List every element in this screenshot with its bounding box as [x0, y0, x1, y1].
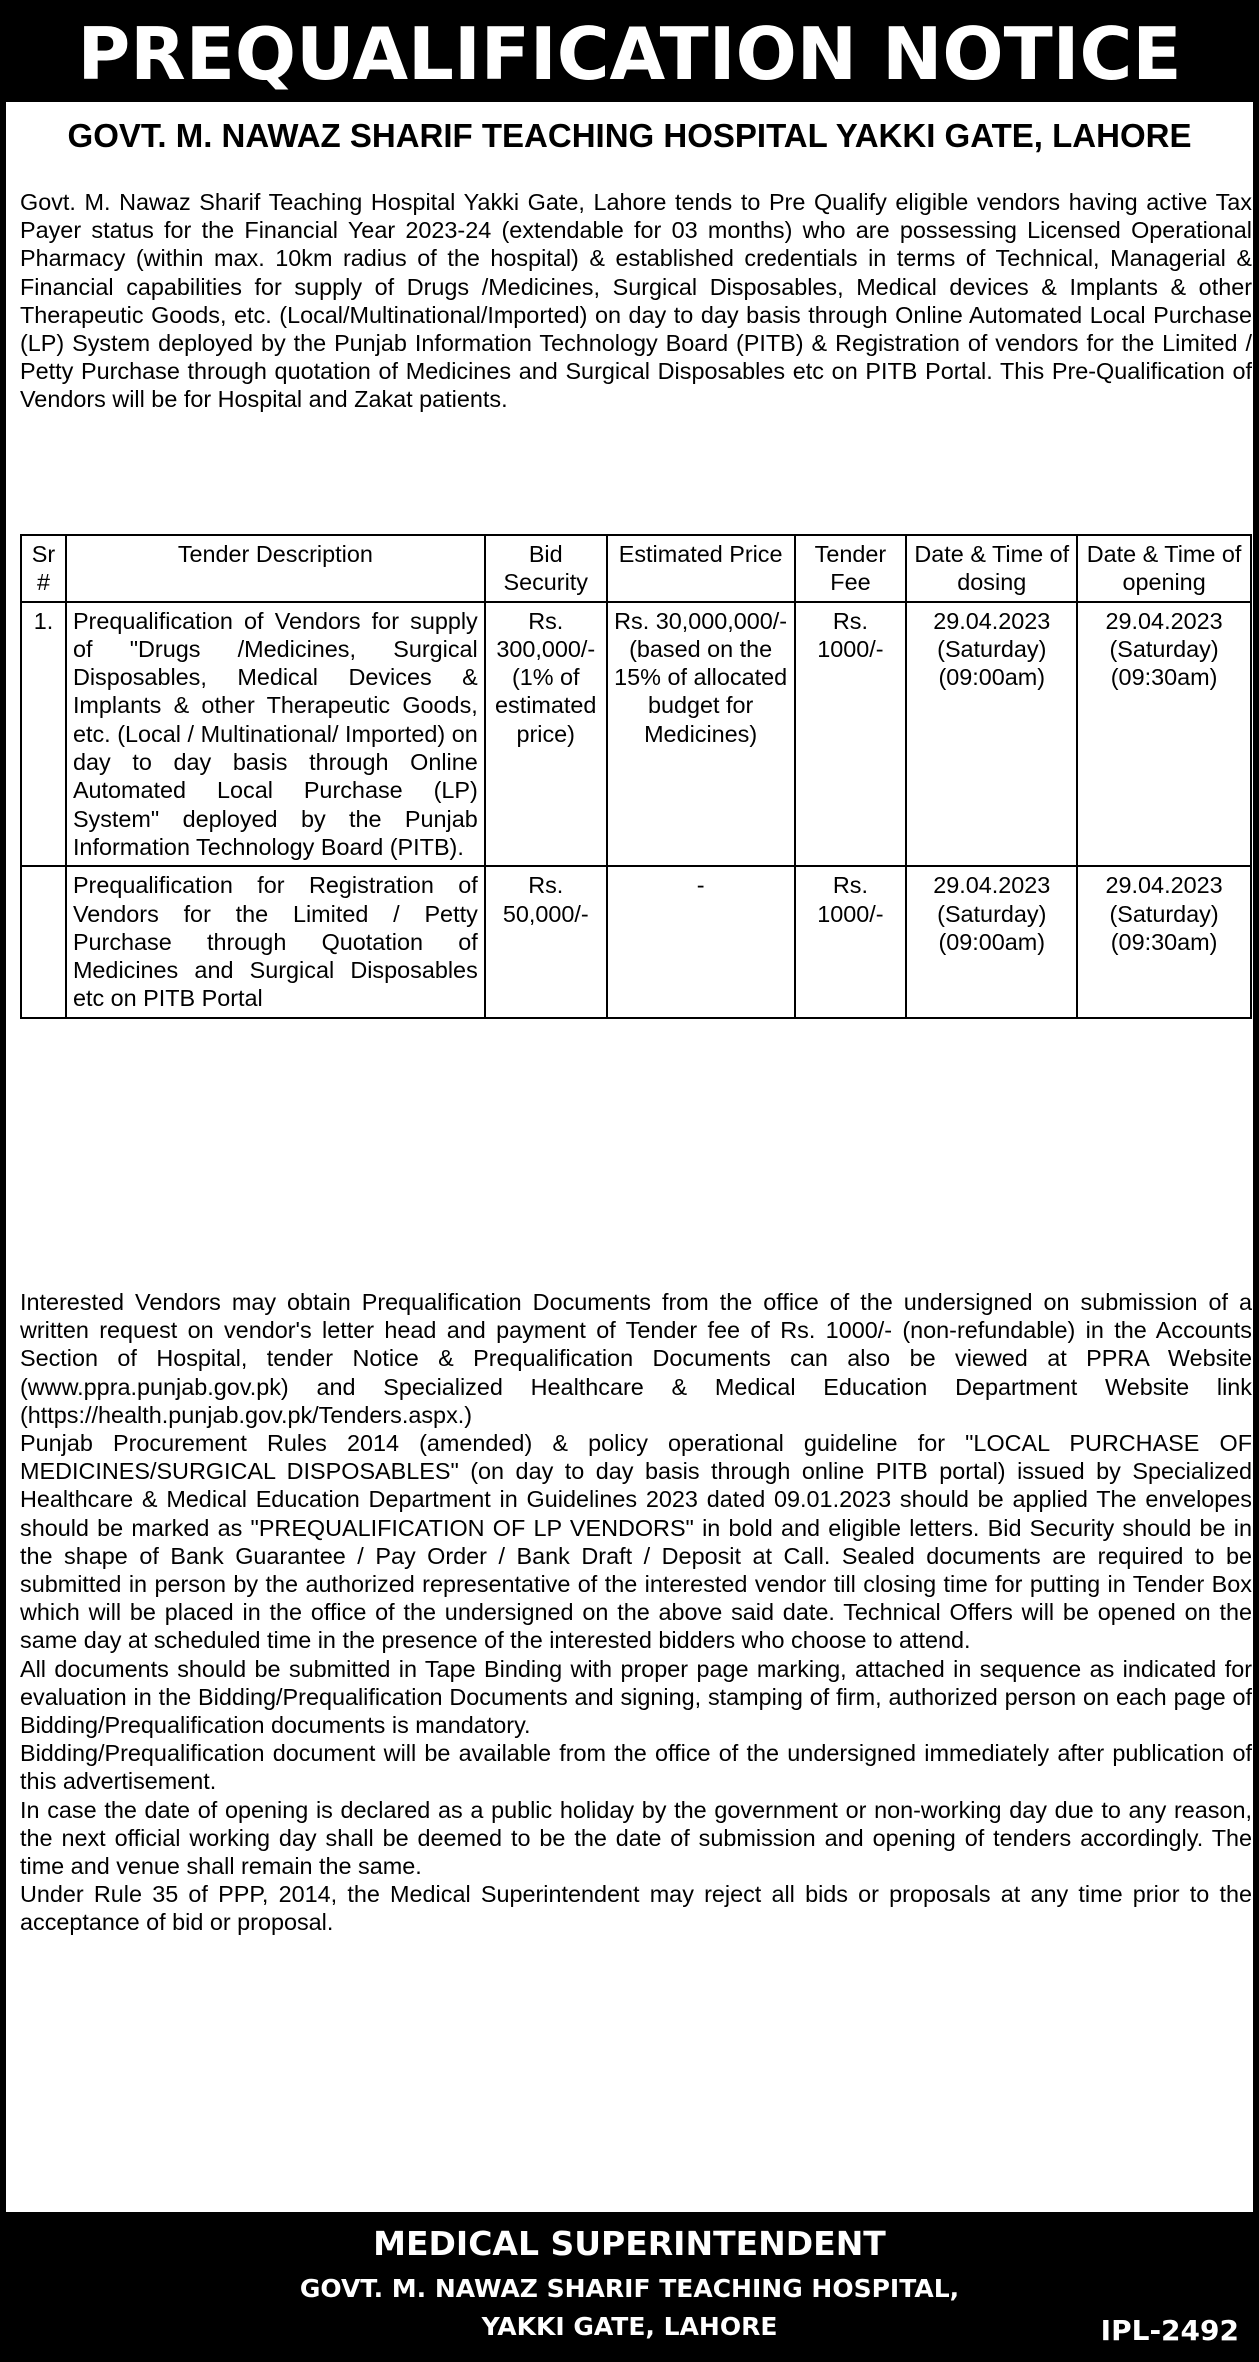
opening-day: (Saturday)	[1109, 635, 1219, 662]
row-description: Prequalification of Vendors for supply of "Drugs /Medicines, Surgical Disposables, Medical Devices & Implants & other Therapeutic Goods, etc. (Local / Multinational/ Imported) on day to day basis through Online Automated Local Purchase (LP) System" deployed by the Punjab Information Technology Board (PITB).	[66, 602, 485, 867]
row-opening	[1077, 602, 1251, 867]
table-row	[21, 602, 1251, 867]
table-header-row	[21, 535, 1251, 602]
footer-address-line: YAKKI GATE, LAHORE	[481, 2312, 778, 2341]
paragraph-binding: All documents should be submitted in Tape Binding with proper page marking, attached in sequence as indicated for evaluation in the Bidding/Prequalification Documents and signing, stamping of firm, authorized person on each page of Bidding/Prequalification documents is mandatory.	[20, 1655, 1252, 1739]
row-sr: 1.	[21, 602, 66, 867]
row-description: Prequalification for Registration of Vendors for the Limited / Petty Purchase through Quotation of Medicines and Surgical Disposables etc on PITB Portal	[66, 866, 485, 1017]
opening-time: (09:30am)	[1110, 664, 1218, 691]
row-tender-fee: Rs. 1000/-	[795, 866, 907, 1017]
closing-time: (09:00am)	[938, 928, 1046, 955]
paragraph-holiday: In case the date of opening is declared as a public holiday by the government or non-working day due to any reason, the next official working day shall be deemed to be the date of submission and opening of tenders accordingly. The time and venue shall remain the same.	[20, 1796, 1252, 1880]
paragraph-rule-35: Under Rule 35 of PPP, 2014, the Medical Superintendent may reject all bids or proposals at any time prior to the acceptance of bid or proposal.	[20, 1881, 1252, 1936]
closing-date: 29.04.2023	[933, 607, 1051, 634]
tender-table	[20, 534, 1252, 1019]
closing-day: (Saturday)	[937, 635, 1047, 662]
intro-paragraph: Govt. M. Nawaz Sharif Teaching Hospital Yakki Gate, Lahore tends to Pre Qualify eligible vendors having active Tax Payer status for the Financial Year 2023-24 (extendable for 03 months) who are possessing Licensed Operational Pharmacy (within max. 10km radius of the hospital) & established credentials in terms of Technical, Managerial & Financial capabilities for supply of Drugs /Medicines, Surgical Disposables, Medical devices & Implants & other Therapeutic Goods, etc. (Local/Multinational/Imported) on day to day basis through Online Automated Local Purchase (LP) System deployed by the Punjab Information Technology Board (PITB) & Registration of vendors for the Limited / Petty Purchase through quotation of Medicines and Surgical Disposables etc on PITB Portal. This Pre-Qualification of Vendors will be for Hospital and Zakat patients.	[20, 189, 1252, 413]
header-closing-time: Date & Time of dosing	[906, 535, 1077, 602]
paragraph-rules: Punjab Procurement Rules 2014 (amended) & policy operational guideline for "LOCAL PURCHASE OF MEDICINES/SURGICAL DISPOSABLES" (on day to day basis through online PITB portal) issued by Specialized Healthcare & Medical Education Department in Guidelines 2023 dated 09.01.2023 should be applied The envelopes should be marked as "PREQUALIFICATION OF LP VENDORS" in bold and eligible letters. Bid Security should be in the shape of Bank Guarantee / Pay Order / Bank Draft / Deposit at Call. Sealed documents are required to be submitted in person by the authorized representative of the interested vendor till closing time for putting in Tender Box which will be placed in the office of the undersigned on the above said date. Technical Offers will be opened on the same day at scheduled time in the presence of the interested bidders who choose to attend.	[20, 1430, 1252, 1654]
opening-time: (09:30am)	[1110, 928, 1218, 955]
row-closing	[906, 602, 1077, 867]
paragraph-availability: Bidding/Prequalification document will be available from the office of the undersigned immediately after publication of this advertisement.	[20, 1740, 1252, 1795]
footer-hospital-line: GOVT. M. NAWAZ SHARIF TEACHING HOSPITAL,	[299, 2274, 960, 2303]
row-tender-fee: Rs. 1000/-	[795, 602, 907, 867]
notice-title: PREQUALIFICATION NOTICE	[6, 6, 1253, 102]
header-estimated-price: Estimated Price	[607, 535, 795, 602]
row-opening	[1077, 866, 1251, 1017]
row-bid-security: Rs. 50,000/-	[485, 866, 607, 1017]
table-row	[21, 866, 1251, 1017]
closing-time: (09:00am)	[938, 664, 1046, 691]
opening-date: 29.04.2023	[1105, 872, 1223, 899]
header-sr: Sr #	[21, 535, 66, 602]
opening-date: 29.04.2023	[1105, 607, 1223, 634]
row-sr	[21, 866, 66, 1017]
row-bid-security: Rs. 300,000/- (1% of estimated price)	[485, 602, 607, 867]
ipl-reference: IPL-2492	[1100, 2314, 1239, 2347]
row-estimated-price: Rs. 30,000,000/- (based on the 15% of allocated budget for Medicines)	[607, 602, 795, 867]
header-opening-time: Date & Time of opening	[1077, 535, 1251, 602]
hospital-heading: GOVT. M. NAWAZ SHARIF TEACHING HOSPITAL YAKKI GATE, LAHORE	[67, 117, 1192, 154]
paragraph-documents: Interested Vendors may obtain Prequalification Documents from the office of the undersigned on submission of a written request on vendor's letter head and payment of Tender fee of Rs. 1000/- (non-refundable) in the Accounts Section of Hospital, tender Notice & Prequalification Documents can also be viewed at PPRA Website (www.ppra.punjab.gov.pk) and Specialized Healthcare & Medical Education Department Website link (https://health.punjab.gov.pk/Tenders.aspx.)	[20, 1289, 1252, 1428]
closing-date: 29.04.2023	[933, 872, 1051, 899]
header-description: Tender Description	[66, 535, 485, 602]
row-estimated-price: -	[607, 866, 795, 1017]
row-closing	[906, 866, 1077, 1017]
footer-signature-block	[6, 2212, 1253, 2362]
header-tender-fee: Tender Fee	[795, 535, 907, 602]
header-bid-security: Bid Security	[485, 535, 607, 602]
designation: MEDICAL SUPERINTENDENT	[373, 2224, 886, 2263]
closing-day: (Saturday)	[937, 900, 1047, 927]
opening-day: (Saturday)	[1109, 900, 1219, 927]
body-text	[20, 1288, 1252, 1937]
